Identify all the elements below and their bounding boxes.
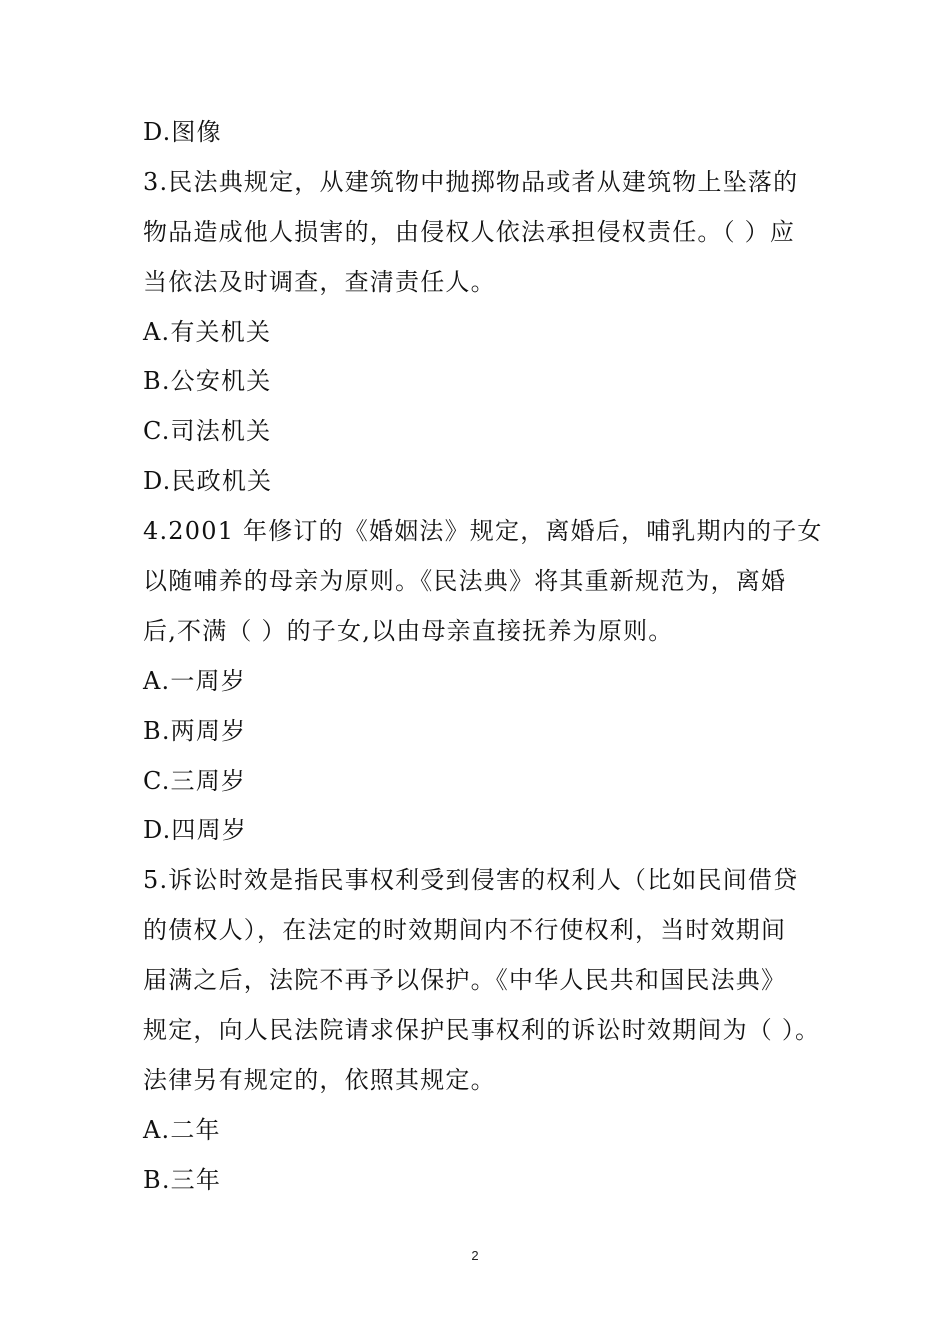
option-line: A.二年 [143,1115,221,1144]
option-line: D.四周岁 [143,816,248,845]
question-line: 后,不满（ ）的子女,以由母亲直接抚养为原则。 [143,616,674,645]
question-line: 3.民法典规定，从建筑物中抛掷物品或者从建筑物上坠落的 [143,167,799,196]
question-line: 以随哺养的母亲为原则。《民法典》将其重新规范为，离婚 [143,567,787,596]
question-line: 物品造成他人损害的，由侵权人依法承担侵权责任。（ ）应 [143,217,796,246]
document-body [143,108,823,1206]
question-line: 5.诉讼时效是指民事权利受到侵害的权利人（比如民间借贷 [143,866,799,895]
option-line: B.三年 [143,1165,222,1194]
option-line: C.三周岁 [143,766,247,795]
question-line: 届满之后，法院不再予以保护。《中华人民共和国民法典》 [143,966,787,995]
question-line: 4.2001 年修订的《婚姻法》规定，离婚后，哺乳期内的子女 [143,517,823,546]
question-line: 的债权人），在法定的时效期间内不行使权利，当时效期间 [143,916,787,945]
question-line: 当依法及时调查，查清责任人。 [143,267,496,296]
option-line: B.两周岁 [143,716,247,745]
option-line: D.民政机关 [143,467,273,496]
option-line: A.有关机关 [143,317,272,346]
question-line: 规定，向人民法院请求保护民事权利的诉讼时效期间为（ ）。 [143,1016,821,1045]
page-number: 2 [471,1248,479,1263]
option-line: D.图像 [143,118,222,146]
option-line: B.公安机关 [143,367,272,396]
option-line: A.一周岁 [143,666,246,695]
question-line: 法律另有规定的，依照其规定。 [143,1065,496,1094]
option-line: C.司法机关 [143,417,272,446]
